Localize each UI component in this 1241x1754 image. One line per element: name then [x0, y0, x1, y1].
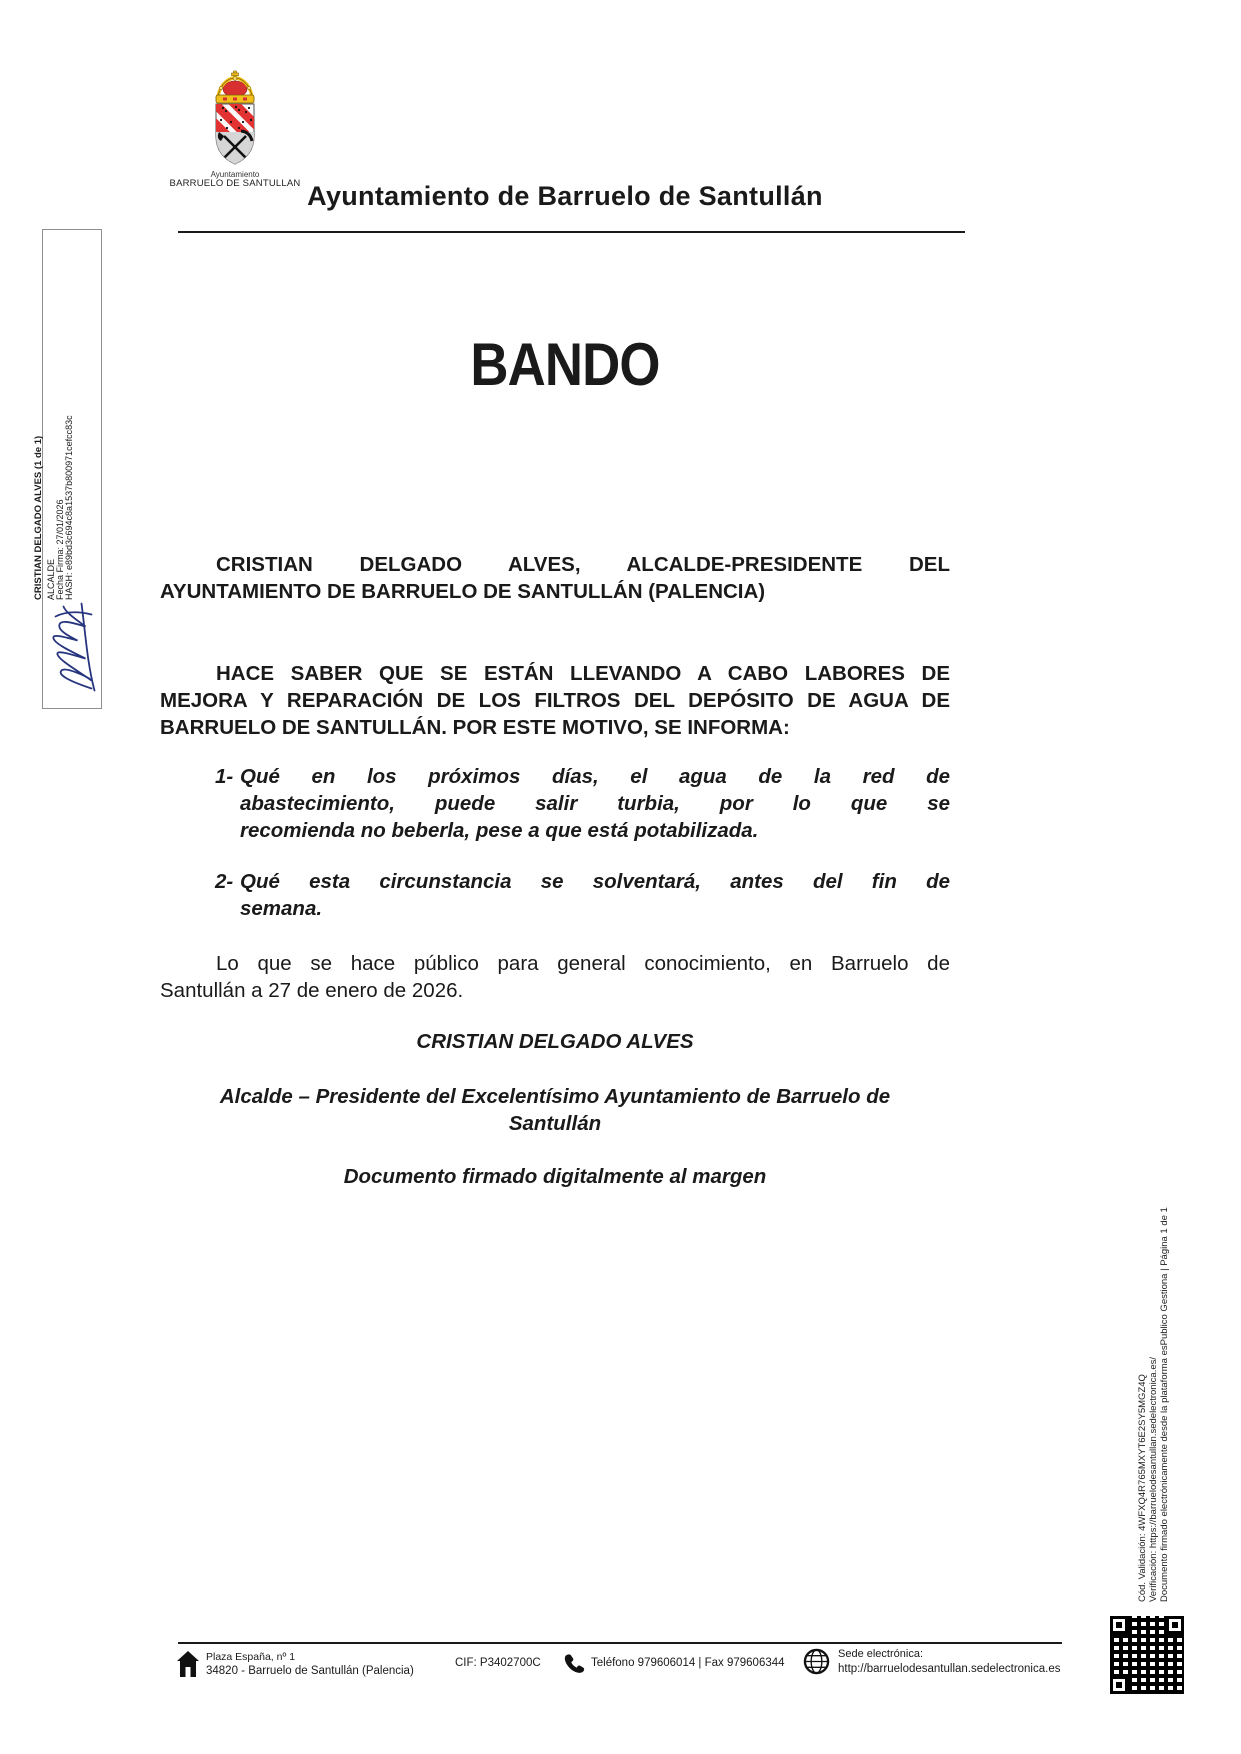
page-title: Ayuntamiento de Barruelo de Santullán: [307, 181, 823, 211]
platform-page-info: Documento firmado electrónicamente desde la plataforma esPublico Gestiona | Página 1 de 1: [1159, 1207, 1170, 1602]
paragraph-line: Lo que se hace público para general conocimiento, en Barruelo de: [216, 952, 950, 975]
stamp-signer-name: CRISTIAN DELGADO ALVES (1 de 1): [33, 435, 44, 600]
header-divider: [178, 231, 965, 233]
list-line: Qué esta circunstancia se solventará, antes del fin de: [240, 870, 950, 893]
signer-title: Alcalde – Presidente del Excelentísimo Ayuntamiento de Barruelo de Santullán: [219, 1085, 891, 1135]
phone-icon: [563, 1653, 585, 1675]
globe-icon: [803, 1648, 830, 1675]
paragraph-line: HACE SABER QUE SE ESTÁN LLEVANDO A CABO LABORES DE: [216, 662, 950, 685]
paragraph-line: CRISTIAN DELGADO ALVES, ALCALDE-PRESIDENTE DEL: [216, 553, 950, 576]
list-item-1: [160, 763, 950, 844]
qr-finder-icon: [1110, 1616, 1128, 1634]
list-line: abastecimiento, puede salir turbia, por lo que se: [240, 792, 950, 815]
paragraph-closing: [160, 950, 950, 1004]
list-marker: 1-: [215, 765, 234, 788]
coat-of-arms-icon: [203, 70, 267, 170]
stamp-signer-role: ALCALDE: [46, 558, 56, 600]
qr-finder-icon: [1166, 1616, 1184, 1634]
list-line: semana.: [240, 897, 323, 920]
sede-url: http://barruelodesantullan.sedelectronica.es: [838, 1663, 1061, 1675]
list-item-2: [160, 868, 950, 922]
paragraph-line: Santullán a 27 de enero de 2026.: [160, 979, 464, 1002]
sede-label: Sede electrónica:: [838, 1648, 923, 1660]
paragraph-presentation: [160, 551, 950, 605]
org-caption-line2: BARRUELO DE SANTULLAN: [169, 178, 301, 189]
list-line: Qué en los próximos días, el agua de la red de: [240, 765, 950, 788]
stamp-sign-date: Fecha Firma: 27/01/2026: [55, 499, 65, 600]
list-line: recomienda no beberla, pese a que está potabilizada.: [240, 819, 759, 842]
address-line2: 34820 - Barruelo de Santullán (Palencia): [206, 1665, 414, 1677]
footer-address: [206, 1650, 414, 1678]
verification-url: Verificación: https://barruelodesantullan.sedelectronica.es/: [1148, 1356, 1159, 1602]
qr-code: [1110, 1616, 1184, 1694]
address-line1: Plaza España, nº 1: [206, 1651, 296, 1663]
paragraph-line: MEJORA Y REPARACIÓN DE LOS FILTROS DEL DEPÓSITO DE AGUA DE: [160, 689, 950, 712]
paragraph-line: BARRUELO DE SANTULLÁN. POR ESTE MOTIVO, SE INFORMA:: [160, 716, 790, 739]
paragraph-line: AYUNTAMIENTO DE BARRUELO DE SANTULLÁN (PALENCIA): [160, 580, 766, 603]
footer-sede: [838, 1647, 1060, 1677]
org-caption-line1: Ayuntamiento: [210, 170, 260, 179]
paragraph-announcement: [160, 660, 950, 741]
handwritten-signature: [48, 600, 98, 695]
footer-phone: Teléfono 979606014 | Fax 979606344: [591, 1657, 785, 1669]
footer-divider: [178, 1642, 1062, 1644]
document-body: [160, 551, 950, 1190]
list-marker: 2-: [215, 870, 234, 893]
document-title: BANDO: [470, 331, 660, 398]
stamp-hash: HASH: e89bd3c694c8a1537b800971cefcc83c: [64, 415, 74, 600]
qr-finder-icon: [1110, 1676, 1128, 1694]
signer-name: CRISTIAN DELGADO ALVES: [416, 1030, 694, 1053]
digital-signature-note: Documento firmado digitalmente al margen: [343, 1165, 767, 1188]
footer-cif: CIF: P3402700C: [455, 1657, 541, 1669]
validation-code: Cód. Validación: 4WFXQ4R765MXYT6E2SY5MGZ4Q: [1137, 1374, 1148, 1602]
house-icon: [176, 1650, 200, 1678]
